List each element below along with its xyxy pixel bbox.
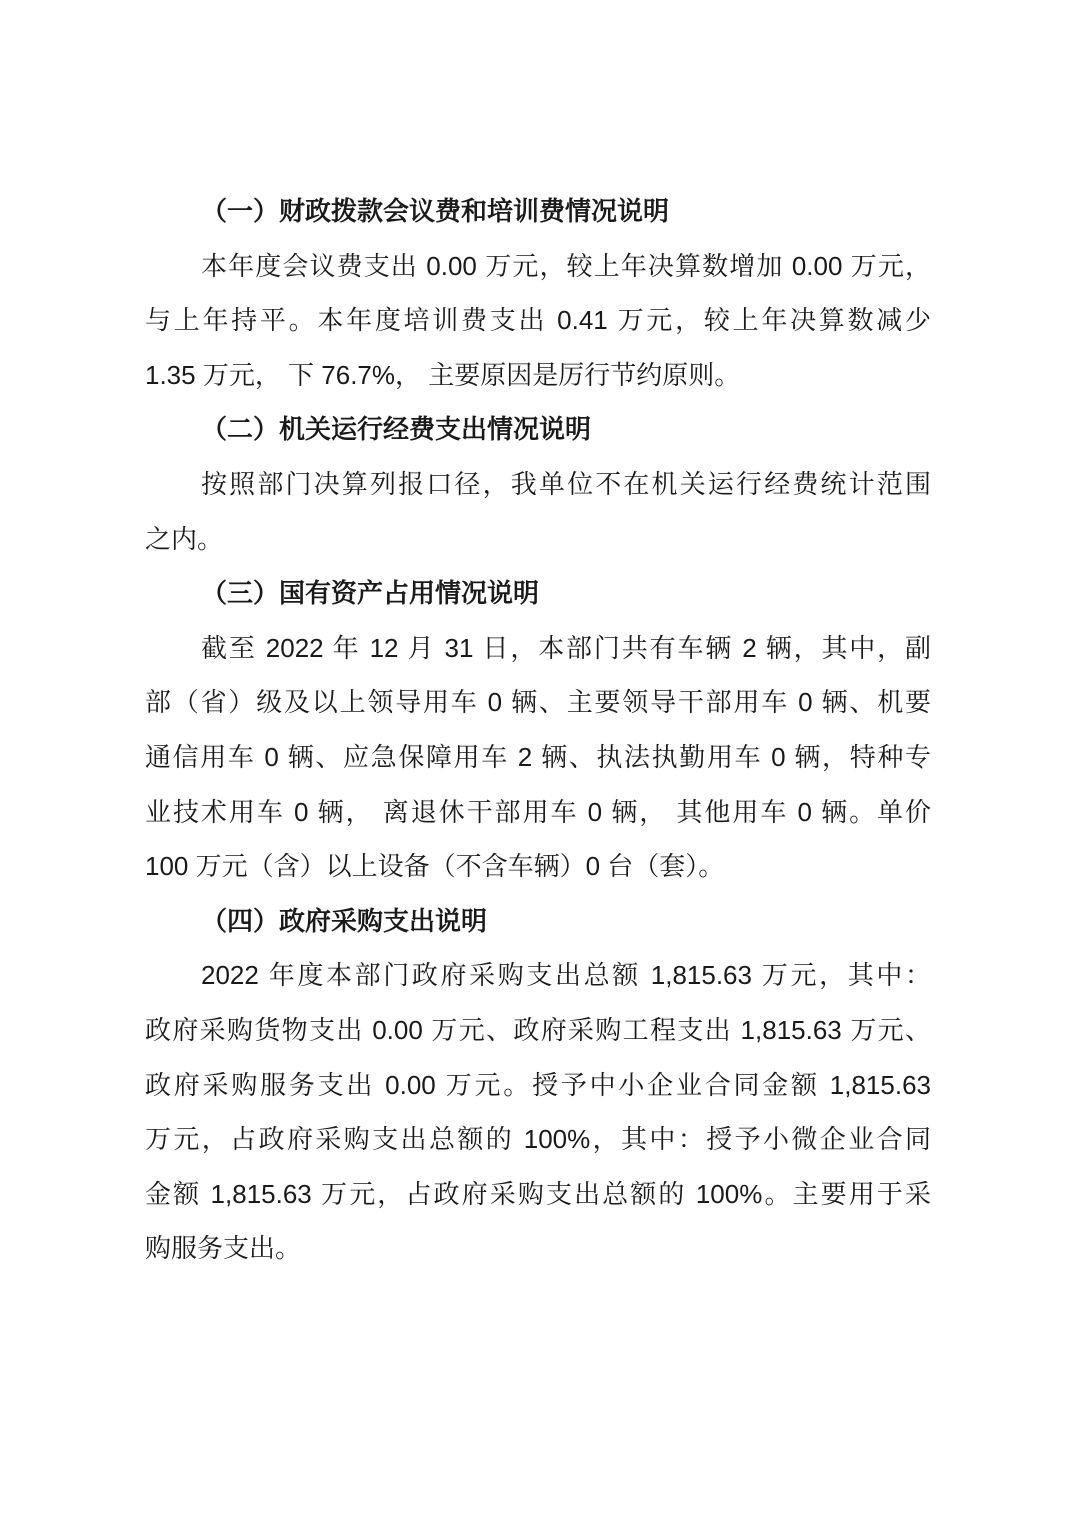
section-4-line-3: 政府采购服务支出 0.00 万元。授予中小企业合同金额 1,815.63 bbox=[145, 1069, 931, 1100]
document-body bbox=[145, 184, 931, 1276]
section-3-line-2: 部（省）级及以上领导用车 0 辆、主要领导干部用车 0 辆、机要 bbox=[145, 687, 931, 718]
section-1-line-1: 本年度会议费支出 0.00 万元，较上年决算数增加 0.00 万元， bbox=[201, 250, 931, 281]
section-3-line-4: 业技术用车 0 辆， 离退休干部用车 0 辆， 其他用车 0 辆。单价 bbox=[145, 796, 931, 827]
section-3-line-3: 通信用车 0 辆、应急保障用车 2 辆、执法执勤用车 0 辆，特种专 bbox=[145, 741, 931, 772]
section-2-heading: （二）机关运行经费支出情况说明 bbox=[201, 414, 592, 445]
section-4-line-4: 万元，占政府采购支出总额的 100%，其中：授予小微企业合同 bbox=[145, 1124, 931, 1155]
section-3-line-5: 100 万元（含）以上设备（不含车辆）0 台（套）。 bbox=[145, 851, 725, 882]
section-1-line-2: 与上年持平。本年度培训费支出 0.41 万元，较上年决算数减少 bbox=[145, 305, 931, 336]
section-4-heading: （四）政府采购支出说明 bbox=[201, 905, 488, 936]
section-3-line-1: 截至 2022 年 12 月 31 日，本部门共有车辆 2 辆，其中，副 bbox=[201, 632, 931, 663]
section-4-line-1: 2022 年度本部门政府采购支出总额 1,815.63 万元，其中： bbox=[201, 960, 931, 991]
section-2-line-2: 之内。 bbox=[145, 523, 224, 554]
section-2-line-1: 按照部门决算列报口径，我单位不在机关运行经费统计范围 bbox=[201, 468, 931, 499]
section-1-heading: （一）财政拨款会议费和培训费情况说明 bbox=[201, 196, 670, 226]
section-4-line-5: 金额 1,815.63 万元，占政府采购支出总额的 100%。主要用于采 bbox=[145, 1178, 931, 1209]
section-4-line-6: 购服务支出。 bbox=[145, 1233, 302, 1264]
section-3-heading: （三）国有资产占用情况说明 bbox=[201, 578, 540, 609]
section-4-line-2: 政府采购货物支出 0.00 万元、政府采购工程支出 1,815.63 万元、 bbox=[145, 1014, 931, 1045]
section-1-line-3: 1.35 万元， 下 76.7%， 主要原因是厉行节约原则。 bbox=[145, 359, 741, 390]
